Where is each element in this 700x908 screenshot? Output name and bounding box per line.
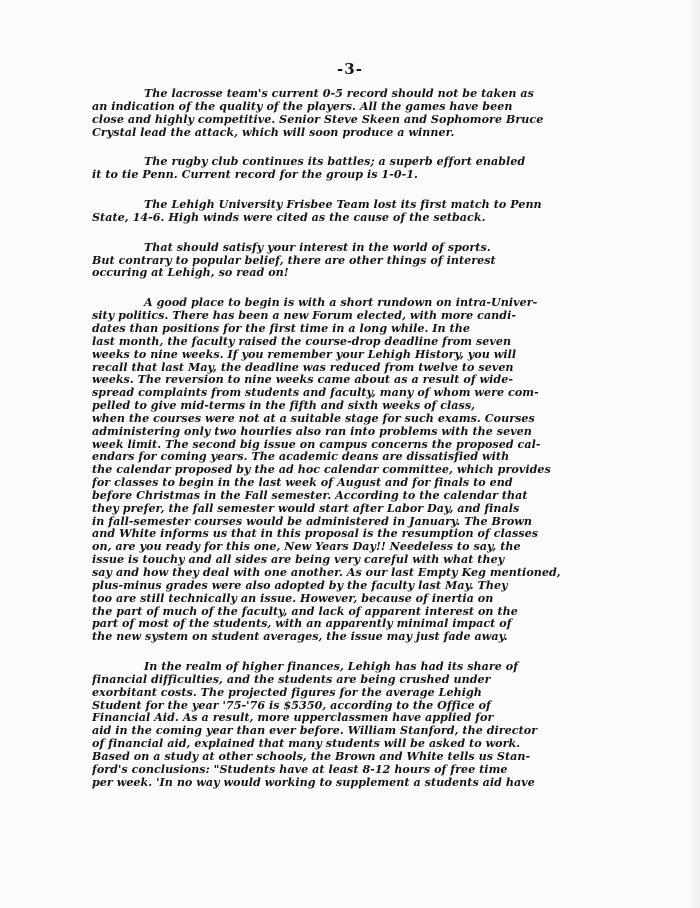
text-line: dates than positions for the first time in a long while. In the [92, 322, 470, 335]
text-line: Financial Aid. As a result, more upperclassmen have applied for [92, 712, 494, 725]
paragraph-lacrosse [92, 88, 617, 139]
text-line: That should satisfy your interest in the world of sports. [144, 241, 491, 254]
text-line: occuring at Lehigh, so read on! [92, 267, 289, 280]
text-line: pelled to give mid-terms in the fifth and sixth weeks of class, [92, 400, 476, 413]
paragraph-rugby [92, 156, 617, 182]
text-line: recall that last May, the deadline was reduced from twelve to seven [92, 361, 514, 374]
text-line: it to tie Penn. Current record for the group is 1-0-1. [92, 169, 418, 182]
text-line: exorbitant costs. The projected figures for the average Lehigh [92, 686, 482, 699]
text-line: when the courses were not at a suitable stage for such exams. Courses [92, 412, 535, 425]
text-line: Based on a study at other schools, the Brown and White tells us Stan- [92, 750, 531, 763]
paragraph-transition [92, 242, 617, 281]
text-line: financial difficulties, and the students are being crushed under [92, 673, 491, 686]
text-line: Student for the year '75-'76 is $5350, according to the Office of [92, 699, 491, 712]
text-line: per week. 'In no way would working to supplement a students aid have [92, 776, 535, 789]
text-line: plus-minus grades were also adopted by the faculty last May. They [92, 579, 508, 592]
text-line: Crystal lead the attack, which will soon produce a winner. [92, 126, 455, 139]
text-line: an indication of the quality of the players. All the games have been [92, 100, 513, 113]
text-line: the part of much of the faculty, and lack of apparent interest on the [92, 605, 518, 618]
text-line: endars for coming years. The academic deans are dissatisfied with [92, 451, 510, 464]
page-number: -3- [337, 60, 363, 78]
text-line: too are still technically an issue. However, because of inertia on [92, 592, 494, 605]
text-line: issue is touchy and all sides are being very careful with what they [92, 554, 505, 567]
text-line: weeks to nine weeks. If you remember your Lehigh History, you will [92, 348, 517, 361]
paragraph-frisbee [92, 199, 617, 225]
text-line: The rugby club continues its battles; a superb effort enabled [144, 156, 526, 169]
text-line: aid in the coming year than ever before. William Stanford, the director [92, 725, 538, 738]
text-line: before Christmas in the Fall semester. According to the calendar that [92, 489, 528, 502]
text-line: say and how they deal with one another. As our last Empty Keg mentioned, [92, 567, 561, 579]
text-line: and White informs us that in this proposal is the resumption of classes [92, 528, 539, 541]
text-line: in fall-semester courses would be administered in January. The Brown [92, 515, 533, 528]
text-line: for classes to begin in the last week of August and for finals to end [92, 477, 513, 490]
text-line: sity politics. There has been a new Forum elected, with more candi- [92, 310, 517, 323]
paragraph-politics [92, 297, 617, 644]
text-line: But contrary to popular belief, there are other things of interest [92, 254, 496, 267]
paragraph-finances [92, 661, 617, 789]
scan-edge-shadow [686, 0, 700, 908]
text-line: State, 14-6. High winds were cited as the cause of the setback. [92, 211, 486, 224]
text-line: the new system on student averages, the issue may just fade away. [92, 631, 508, 644]
text-line: they prefer, the fall semester would start after Labor Day, and finals [92, 502, 520, 515]
text-line: part of most of the students, with an apparently minimal impact of [92, 618, 512, 631]
text-line: the calendar proposed by the ad hoc calendar committee, which provides [92, 464, 551, 477]
text-line: ford's conclusions: "Students have at least 8-12 hours of free time [92, 763, 508, 776]
text-line: In the realm of higher finances, Lehigh has had its share of [144, 661, 519, 674]
text-line: weeks. The reversion to nine weeks came about as a result of wide- [92, 374, 513, 387]
text-line: on, are you ready for this one, New Years Day!! Needeless to say, the [92, 541, 521, 554]
text-line: A good place to begin is with a short rundown on intra-Univer- [144, 297, 538, 310]
text-line: The lacrosse team's current 0-5 record should not be taken as [144, 88, 534, 100]
text-line: of financial aid, explained that many students will be asked to work. [92, 738, 521, 751]
body-text [92, 88, 617, 790]
text-line: last month, the faculty raised the course-drop deadline from seven [92, 335, 512, 348]
text-line: The Lehigh University Frisbee Team lost its first match to Penn [144, 199, 542, 212]
text-line: week limit. The second big issue on campus concerns the proposed cal- [92, 438, 541, 451]
text-line: spread complaints from students and faculty, many of whom were com- [92, 387, 539, 400]
text-line: close and highly competitive. Senior Steve Skeen and Sophomore Bruce [92, 113, 544, 126]
text-line: administering only two hourlies also ran into problems with the seven [92, 425, 532, 438]
